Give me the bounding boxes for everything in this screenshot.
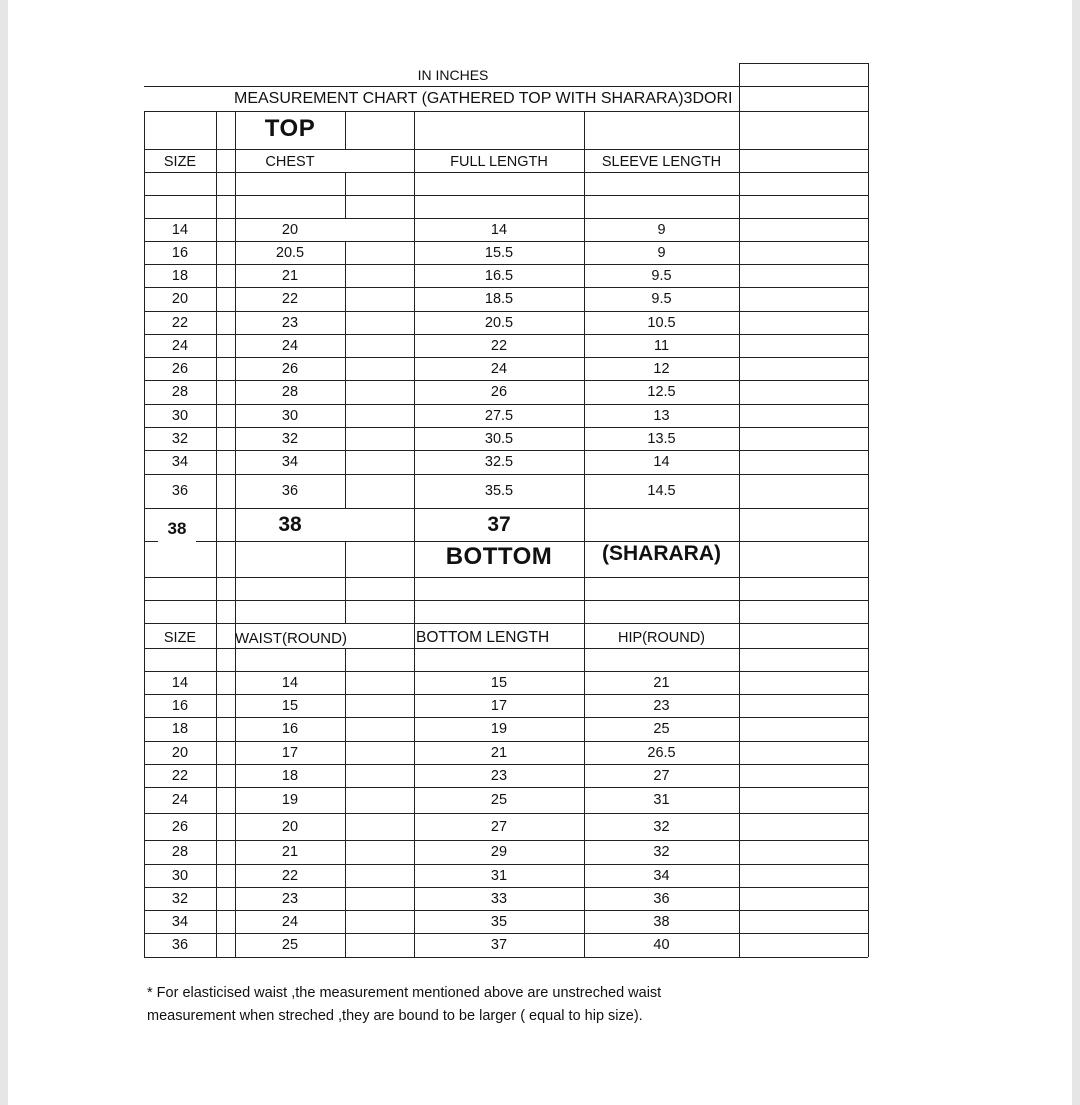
top-row-9-c1: 30	[281, 407, 299, 424]
bottom-row-1-c3: 21	[653, 674, 670, 691]
bottom-row-11-size: 34	[171, 913, 189, 930]
top-row-8-c2: 26	[490, 384, 508, 400]
top-row-3-c2: 16.5	[484, 267, 514, 284]
bottom-row-4-size: 20	[171, 744, 189, 761]
bottom-row-12-c2: 37	[490, 937, 508, 953]
grid-line	[345, 111, 346, 149]
top-row-2-size: 16	[171, 244, 189, 261]
top-row-5-size: 22	[171, 314, 189, 331]
grid-line	[345, 241, 346, 508]
bottom-row-10-c3: 36	[653, 890, 670, 907]
top-row-2-c2: 15.5	[484, 244, 514, 261]
top-row-4-c1: 22	[281, 291, 299, 307]
grid-line	[144, 195, 868, 196]
top-row-5-c2: 20.5	[484, 314, 514, 331]
bottom-row-4-c2: 21	[490, 744, 508, 761]
bottom-row-3-c2: 19	[490, 721, 508, 737]
top-row-4-c3: 9.5	[651, 291, 672, 307]
bottom-row-1-c1: 14	[281, 674, 299, 691]
top-row-9-size: 30	[171, 407, 189, 424]
bottom-row-5-size: 22	[171, 767, 189, 784]
top-row-7-c3: 12	[653, 360, 670, 377]
grid-line	[144, 577, 868, 578]
top-row-4-c2: 18.5	[484, 291, 514, 307]
top-row-3-c1: 21	[281, 267, 299, 284]
top-row-10-size: 32	[171, 430, 189, 447]
bottom-row-6-size: 24	[171, 792, 189, 808]
bottom-row-2-c1: 15	[281, 697, 299, 714]
bottom-heading: BOTTOM	[445, 543, 553, 570]
bottom-row-8-c2: 29	[490, 844, 508, 860]
grid-line	[144, 957, 868, 958]
bottom-row-5-c3: 27	[653, 767, 670, 784]
grid-line	[144, 600, 868, 601]
top-row-11-size: 34	[171, 454, 189, 470]
bottom-row-7-c2: 27	[490, 818, 508, 835]
top-row-1-c3: 9	[657, 221, 666, 238]
grid-line	[868, 63, 869, 957]
bottom-row-2-size: 16	[171, 697, 189, 714]
bottom-subheading: (SHARARA)	[602, 542, 721, 565]
bottom-header-waist: WAIST(ROUND)	[235, 629, 347, 647]
top-extra-chest: 38	[278, 513, 302, 536]
bottom-row-11-c1: 24	[281, 913, 299, 930]
top-row-11-c1: 34	[281, 454, 299, 470]
unit-label: IN INCHES	[417, 67, 489, 83]
bottom-row-11-c3: 38	[653, 913, 670, 930]
top-row-10-c1: 32	[281, 430, 299, 447]
top-row-6-c2: 22	[490, 337, 508, 354]
top-row-5-c1: 23	[281, 314, 299, 331]
top-row-8-c1: 28	[281, 384, 299, 400]
bottom-row-4-c3: 26.5	[647, 744, 676, 761]
grid-line	[739, 63, 740, 957]
grid-line	[345, 172, 346, 218]
bottom-row-2-c3: 23	[653, 697, 670, 714]
top-row-9-c2: 27.5	[484, 407, 514, 424]
top-row-1-c2: 14	[490, 221, 508, 238]
top-row-6-size: 24	[171, 337, 189, 354]
top-row-12-c2: 35.5	[484, 483, 514, 499]
bottom-row-5-c2: 23	[490, 767, 508, 784]
top-row-7-c1: 26	[281, 360, 299, 377]
bottom-row-8-c3: 32	[653, 844, 670, 860]
top-row-3-c3: 9.5	[651, 267, 672, 284]
bottom-row-9-c3: 34	[653, 867, 670, 884]
bottom-row-12-c1: 25	[281, 937, 299, 953]
bottom-row-12-c3: 40	[653, 937, 670, 953]
top-heading: TOP	[264, 115, 316, 142]
grid-line	[345, 541, 346, 623]
top-row-9-c3: 13	[653, 407, 670, 424]
bottom-row-5-c1: 18	[281, 767, 299, 784]
top-row-1-size: 14	[171, 221, 189, 238]
bottom-row-2-c2: 17	[490, 697, 508, 714]
bottom-row-3-c1: 16	[281, 721, 299, 737]
bottom-row-1-size: 14	[171, 674, 189, 691]
bottom-header-bottom-length: BOTTOM LENGTH	[416, 629, 550, 646]
bottom-row-4-c1: 17	[281, 744, 299, 761]
top-row-2-c1: 20.5	[275, 244, 305, 261]
top-row-12-c1: 36	[281, 483, 299, 499]
top-header-size: SIZE	[163, 154, 197, 170]
footnote-line-1: * For elasticised waist ,the measurement mentioned above are unstreched waist	[147, 985, 662, 1001]
bottom-row-1-c2: 15	[490, 674, 508, 691]
bottom-row-6-c2: 25	[490, 792, 508, 808]
top-row-1-c1: 20	[281, 221, 299, 238]
top-header-sleeve-length: SLEEVE LENGTH	[601, 154, 722, 170]
top-header-full-length: FULL LENGTH	[450, 154, 548, 170]
bottom-row-12-size: 36	[171, 937, 189, 953]
grid-line	[345, 648, 346, 957]
top-row-10-c3: 13.5	[647, 430, 676, 447]
footnote-line-2: measurement when streched ,they are bound to be larger ( equal to hip size).	[147, 1008, 643, 1024]
bottom-row-7-size: 26	[171, 818, 189, 835]
top-extra-full-length: 37	[487, 513, 511, 536]
bottom-row-9-c2: 31	[490, 867, 508, 884]
bottom-row-8-c1: 21	[281, 844, 299, 860]
bottom-row-9-size: 30	[171, 867, 189, 884]
top-row-12-c3: 14.5	[647, 483, 676, 499]
bottom-row-6-c1: 19	[281, 792, 299, 808]
top-row-4-size: 20	[171, 291, 189, 307]
top-header-chest: CHEST	[265, 154, 315, 170]
bottom-row-10-c1: 23	[281, 890, 299, 907]
top-row-6-c3: 11	[653, 337, 670, 354]
grid-line	[144, 508, 868, 509]
top-row-8-size: 28	[171, 384, 189, 400]
bottom-row-7-c3: 32	[653, 818, 670, 835]
grid-line	[144, 623, 868, 624]
top-row-10-c2: 30.5	[484, 430, 514, 447]
top-row-2-c3: 9	[657, 244, 666, 261]
top-row-7-c2: 24	[490, 360, 508, 377]
grid-line	[216, 111, 217, 957]
top-row-11-c2: 32.5	[484, 454, 514, 470]
top-row-6-c1: 24	[281, 337, 299, 354]
bottom-header-size: SIZE	[163, 630, 197, 646]
bottom-row-3-c3: 25	[653, 721, 670, 737]
bottom-row-3-size: 18	[171, 721, 189, 737]
top-row-8-c3: 12.5	[647, 384, 676, 400]
bottom-header-hip: HIP(ROUND)	[618, 630, 705, 646]
top-row-3-size: 18	[171, 267, 189, 284]
grid-line	[739, 63, 868, 64]
top-extra-size: 38	[158, 516, 196, 542]
bottom-row-11-c2: 35	[490, 913, 508, 930]
top-row-7-size: 26	[171, 360, 189, 377]
top-row-11-c3: 14	[653, 454, 670, 470]
bottom-row-9-c1: 22	[281, 867, 299, 884]
chart-title: MEASUREMENT CHART (GATHERED TOP WITH SHARARA)3DORI	[234, 90, 733, 107]
bottom-row-8-size: 28	[171, 844, 189, 860]
bottom-row-10-size: 32	[171, 890, 189, 907]
top-row-5-c3: 10.5	[647, 314, 676, 331]
measurement-sheet	[8, 0, 1072, 1105]
top-row-12-size: 36	[171, 483, 189, 499]
bottom-row-7-c1: 20	[281, 818, 299, 835]
bottom-row-10-c2: 33	[490, 890, 508, 907]
bottom-row-6-c3: 31	[653, 792, 670, 808]
